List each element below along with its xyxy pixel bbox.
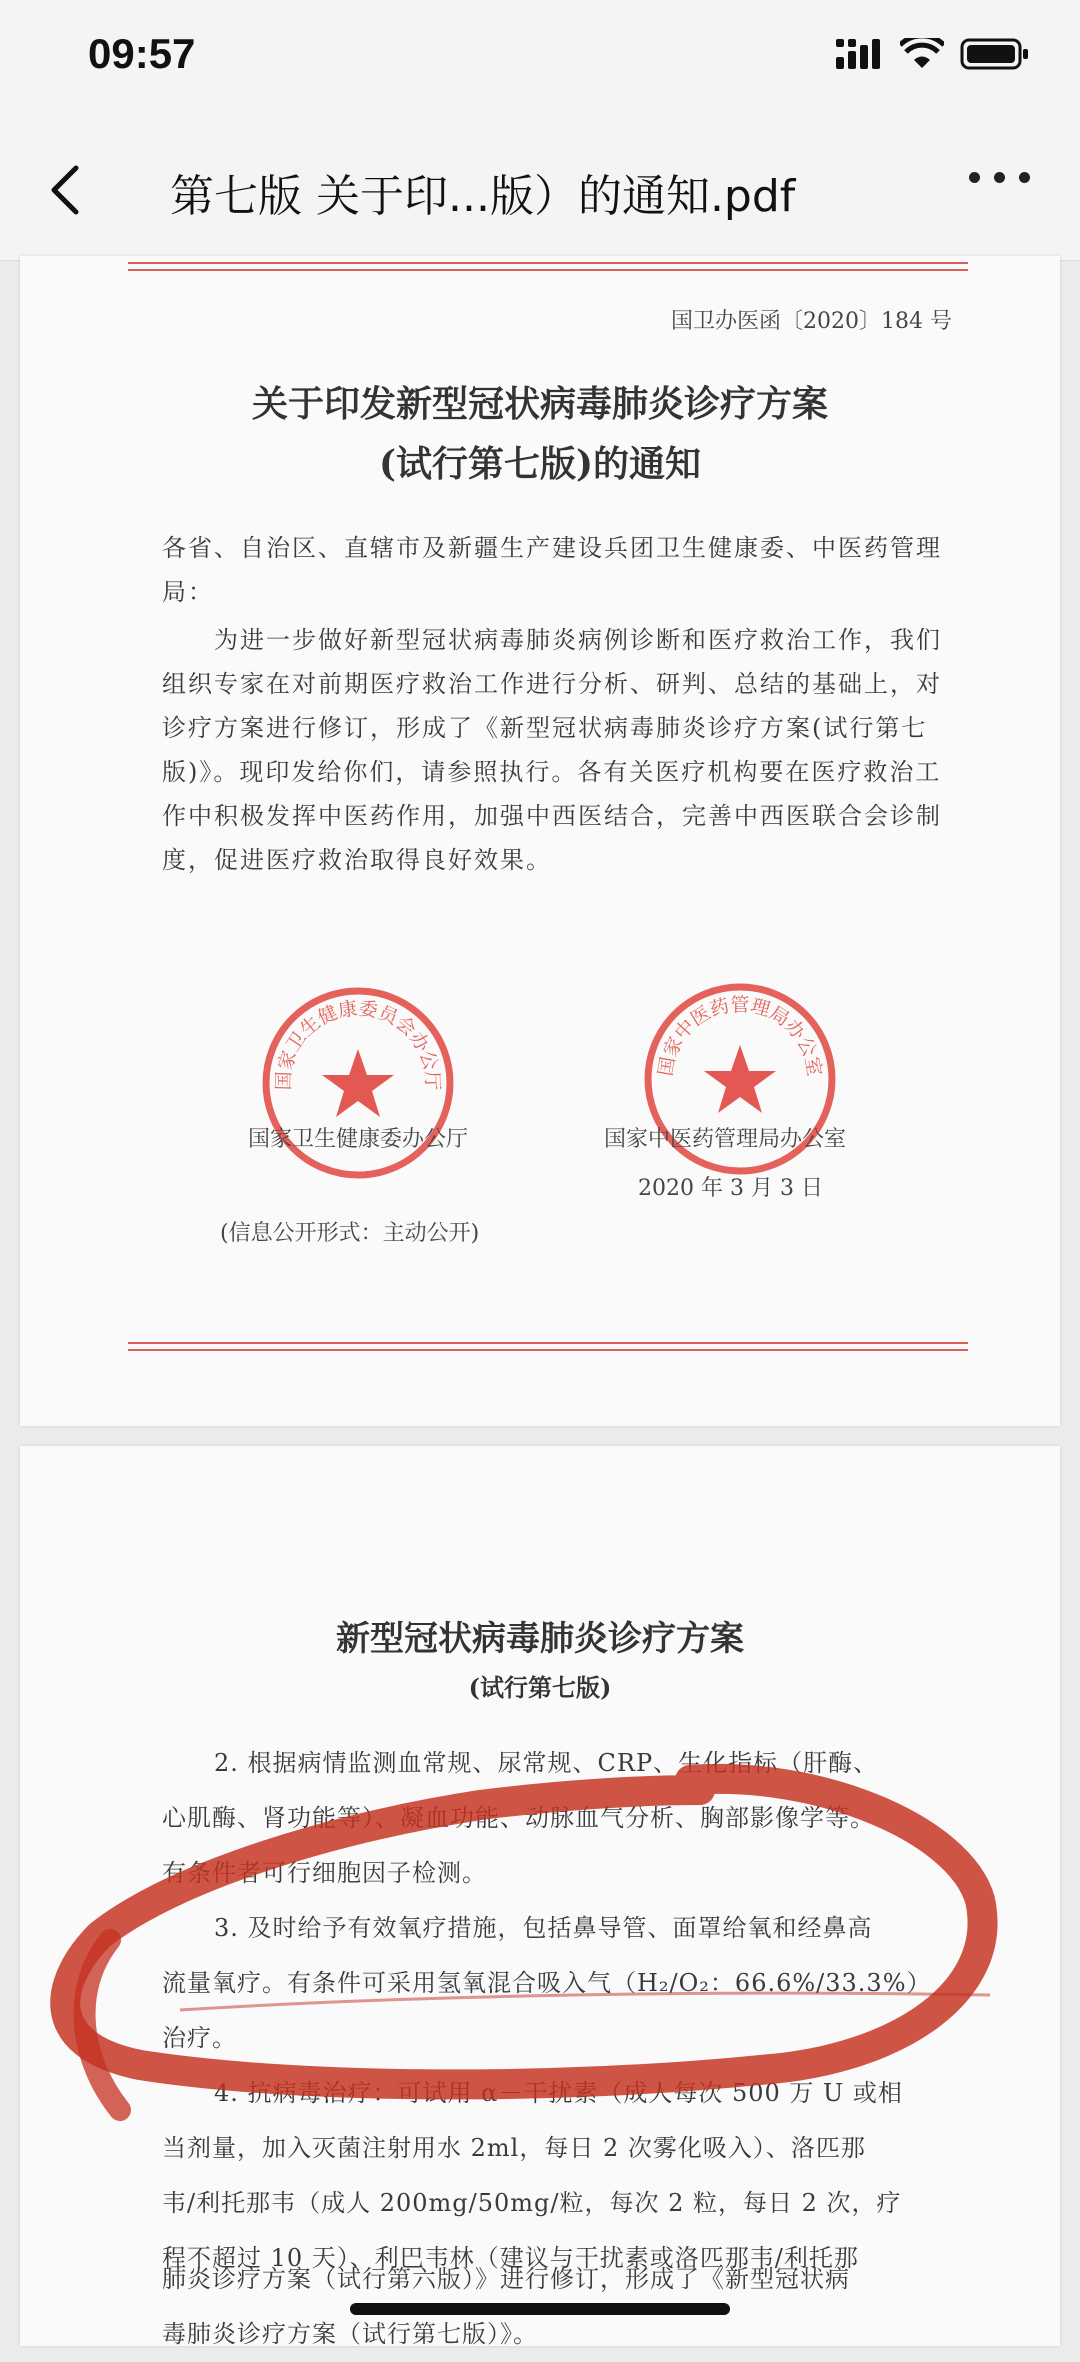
more-options-icon[interactable] — [969, 172, 1030, 183]
issue-date: 2020 年 3 月 3 日 — [638, 1176, 823, 1201]
battery-icon — [960, 38, 1030, 70]
signer-tcm: 国家中医药管理局办公室 — [604, 1127, 847, 1152]
text-line: 2. 根据病情监测血常规、尿常规、CRP、生化指标（肝酶、 — [214, 1749, 879, 1777]
disclosure-note: (信息公开形式：主动公开) — [220, 1221, 480, 1246]
text-line: 毒肺炎诊疗方案（试行第七版）》。 — [162, 2320, 538, 2348]
document-title: 第七版 关于印...版）的通知.pdf — [170, 171, 796, 222]
text-line: 心肌酶、肾功能等）、凝血功能、动脉血气分析、胸部影像学等。 — [162, 1804, 875, 1832]
text-line: 肺炎诊疗方案（试行第六版）》进行修订，形成了《新型冠状病 — [162, 2265, 850, 2293]
bottom-red-rule — [128, 1342, 968, 1351]
text-line: 韦/利托那韦（成人 200mg/50mg/粒，每次 2 粒，每日 2 次，疗 — [162, 2189, 902, 2217]
status-bar — [0, 0, 1080, 120]
top-red-rule — [128, 262, 968, 271]
plan-subtitle: (试行第七版) — [468, 1673, 612, 1702]
status-icons — [836, 38, 1030, 70]
back-chevron-icon[interactable] — [38, 160, 98, 220]
pdf-page-1[interactable] — [20, 256, 1060, 1426]
notice-title-line2: (试行第七版)的通知 — [378, 443, 702, 485]
navigation-bar — [0, 120, 1080, 261]
wifi-icon — [900, 38, 944, 70]
home-indicator[interactable] — [350, 2303, 730, 2315]
nhc-official-seal — [258, 983, 458, 1183]
text-line: 3. 及时给予有效氧疗措施，包括鼻导管、面罩给氧和经鼻高 — [214, 1914, 873, 1942]
notice-title-line1: 关于印发新型冠状病毒肺炎诊疗方案 — [251, 383, 828, 425]
text-line: 流量氧疗。有条件可采用氢氧混合吸入气（H₂/O₂：66.6%/33.3%）治疗。 — [162, 1969, 932, 2052]
seal-text-right: 国家中医药管理局办公室 — [654, 994, 826, 1078]
seal-text-left: 国家卫生健康委员会办公厅 — [272, 997, 444, 1091]
addressee-paragraph: 各省、自治区、直辖市及新疆生产建设兵团卫生健康委、中医药管理局： — [162, 534, 942, 606]
text-line: 程不超过 10 天）、利巴韦林（建议与干扰素或洛匹那韦/利托那 — [162, 2244, 859, 2272]
plan-title: 新型冠状病毒肺炎诊疗方案 — [336, 1619, 744, 1659]
cellular-signal-icon — [836, 39, 884, 69]
text-line: 4. 抗病毒治疗：可试用 α－干扰素（成人每次 500 万 U 或相 — [214, 2079, 903, 2107]
status-time: 09:57 — [88, 30, 196, 77]
pdf-page-2[interactable] — [20, 1446, 1060, 2346]
text-line: 当剂量，加入灭菌注射用水 2ml，每日 2 次雾化吸入）、洛匹那 — [162, 2134, 866, 2162]
text-line: 有条件者可行细胞因子检测。 — [162, 1859, 487, 1887]
signer-nhc: 国家卫生健康委办公厅 — [248, 1127, 469, 1152]
document-number: 国卫办医函〔2020〕184 号 — [671, 309, 952, 334]
notice-body-paragraph: 为进一步做好新型冠状病毒肺炎病例诊断和医疗救治工作，我们组织专家在对前期医疗救治工作进行分析、研判、总结的基础上，对诊疗方案进行修订，形成了《新型冠状病毒肺炎诊疗方案(试行第七版)》。现印发给你们，请参照执行。各有关医疗机构要在医疗救治工作中积极发挥中医药作用，加强中西医结合，完善中西医联合会诊制度，促进医疗救治取得良好效果。 — [162, 626, 942, 874]
treatment-lines — [162, 1736, 942, 2286]
